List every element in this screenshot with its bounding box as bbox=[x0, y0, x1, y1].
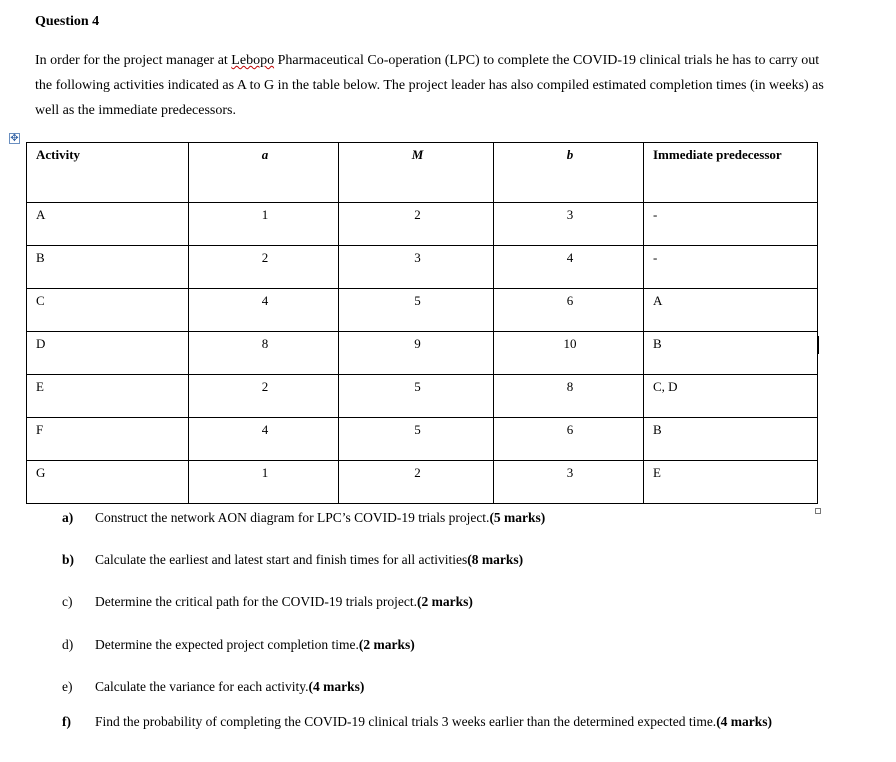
cell-b[interactable]: 3 bbox=[494, 203, 644, 246]
question-marks: (8 marks) bbox=[467, 552, 524, 567]
cell-m[interactable]: 5 bbox=[339, 418, 494, 461]
question-marks: (5 marks) bbox=[489, 510, 546, 525]
question-marks: (2 marks) bbox=[417, 594, 473, 609]
table-header-row bbox=[27, 143, 818, 203]
question-label: a) bbox=[62, 510, 74, 525]
table-row bbox=[27, 332, 818, 375]
question-marks: (4 marks) bbox=[308, 679, 365, 694]
question-body: Calculate the earliest and latest start and finish times for all activities bbox=[95, 552, 468, 567]
cell-m[interactable]: 5 bbox=[339, 289, 494, 332]
cell-b[interactable]: 6 bbox=[494, 289, 644, 332]
table-row bbox=[27, 461, 818, 504]
header-predecessor: Immediate predecessor bbox=[644, 143, 818, 203]
question-label: c) bbox=[62, 594, 73, 609]
question-body: Determine the expected project completion time. bbox=[95, 637, 359, 652]
cell-activity[interactable]: B bbox=[27, 246, 189, 289]
intro-paragraph bbox=[35, 48, 825, 123]
question-marks: (2 marks) bbox=[358, 637, 415, 652]
question-text bbox=[95, 546, 815, 574]
cell-predecessor[interactable]: - bbox=[644, 246, 818, 289]
question-text bbox=[95, 631, 815, 659]
table-row bbox=[27, 289, 818, 332]
cell-a[interactable]: 2 bbox=[189, 246, 339, 289]
question-body: Calculate the variance for each activity. bbox=[95, 679, 309, 694]
question-label: d) bbox=[62, 637, 74, 652]
cell-a[interactable]: 4 bbox=[189, 289, 339, 332]
cell-predecessor[interactable]: A bbox=[644, 289, 818, 332]
header-a: a bbox=[189, 143, 339, 203]
cell-b[interactable]: 3 bbox=[494, 461, 644, 504]
question-body: Construct the network AON diagram for LPC’s COVID-19 trials project. bbox=[95, 510, 490, 525]
question-label: b) bbox=[62, 552, 75, 567]
question-marks: (4 marks) bbox=[716, 714, 773, 729]
cell-activity[interactable]: E bbox=[27, 375, 189, 418]
cell-b[interactable]: 8 bbox=[494, 375, 644, 418]
company-word[interactable]: Lebopo bbox=[231, 53, 275, 68]
cell-a[interactable]: 1 bbox=[189, 461, 339, 504]
question-label: f) bbox=[62, 714, 71, 729]
table-move-icon[interactable]: ✥ bbox=[10, 133, 19, 144]
header-m: M bbox=[339, 143, 494, 203]
cell-activity[interactable]: G bbox=[27, 461, 189, 504]
cell-activity[interactable]: F bbox=[27, 418, 189, 461]
cell-b[interactable]: 4 bbox=[494, 246, 644, 289]
cell-activity[interactable]: C bbox=[27, 289, 189, 332]
cell-b[interactable]: 10 bbox=[494, 332, 644, 375]
cell-m[interactable]: 5 bbox=[339, 375, 494, 418]
cell-m[interactable]: 2 bbox=[339, 461, 494, 504]
cell-b[interactable]: 6 bbox=[494, 418, 644, 461]
cell-m[interactable]: 2 bbox=[339, 203, 494, 246]
question-text bbox=[95, 588, 815, 616]
cell-predecessor[interactable]: - bbox=[644, 203, 818, 246]
table-row bbox=[27, 203, 818, 246]
cell-m[interactable]: 9 bbox=[339, 332, 494, 375]
cell-predecessor[interactable]: B bbox=[644, 418, 818, 461]
question-body: Find the probability of completing the COVID-19 clinical trials 3 weeks earlier than the determined expected time. bbox=[95, 714, 717, 729]
question-text bbox=[95, 708, 815, 736]
table-row bbox=[27, 375, 818, 418]
table-row bbox=[27, 246, 818, 289]
text-cursor bbox=[817, 336, 819, 354]
question-label: e) bbox=[62, 679, 73, 694]
table-row bbox=[27, 418, 818, 461]
cell-a[interactable]: 8 bbox=[189, 332, 339, 375]
cell-a[interactable]: 2 bbox=[189, 375, 339, 418]
question-text bbox=[95, 673, 815, 701]
cell-predecessor[interactable]: C, D bbox=[644, 375, 818, 418]
cell-a[interactable]: 1 bbox=[189, 203, 339, 246]
question-title: Question 4 bbox=[35, 14, 100, 29]
cell-activity[interactable]: D bbox=[27, 332, 189, 375]
cell-a[interactable]: 4 bbox=[189, 418, 339, 461]
header-activity: Activity bbox=[27, 143, 189, 203]
table-resize-icon[interactable] bbox=[815, 508, 821, 514]
cell-predecessor[interactable]: B bbox=[644, 332, 818, 375]
intro-after: Pharmaceutical Co-operation (LPC) to complete the COVID-19 clinical trials he has to carry out the following activities indicated as A to G in the table below. The project leader has also compiled estimated completion times (in weeks) as well as the immediate predecessors. bbox=[35, 53, 824, 118]
intro-before: In order for the project manager at bbox=[35, 53, 232, 68]
activity-table bbox=[26, 142, 818, 504]
question-body: Determine the critical path for the COVID-19 trials project. bbox=[95, 594, 418, 609]
header-b: b bbox=[494, 143, 644, 203]
question-text bbox=[95, 504, 815, 532]
cell-activity[interactable]: A bbox=[27, 203, 189, 246]
cell-predecessor[interactable]: E bbox=[644, 461, 818, 504]
cell-m[interactable]: 3 bbox=[339, 246, 494, 289]
